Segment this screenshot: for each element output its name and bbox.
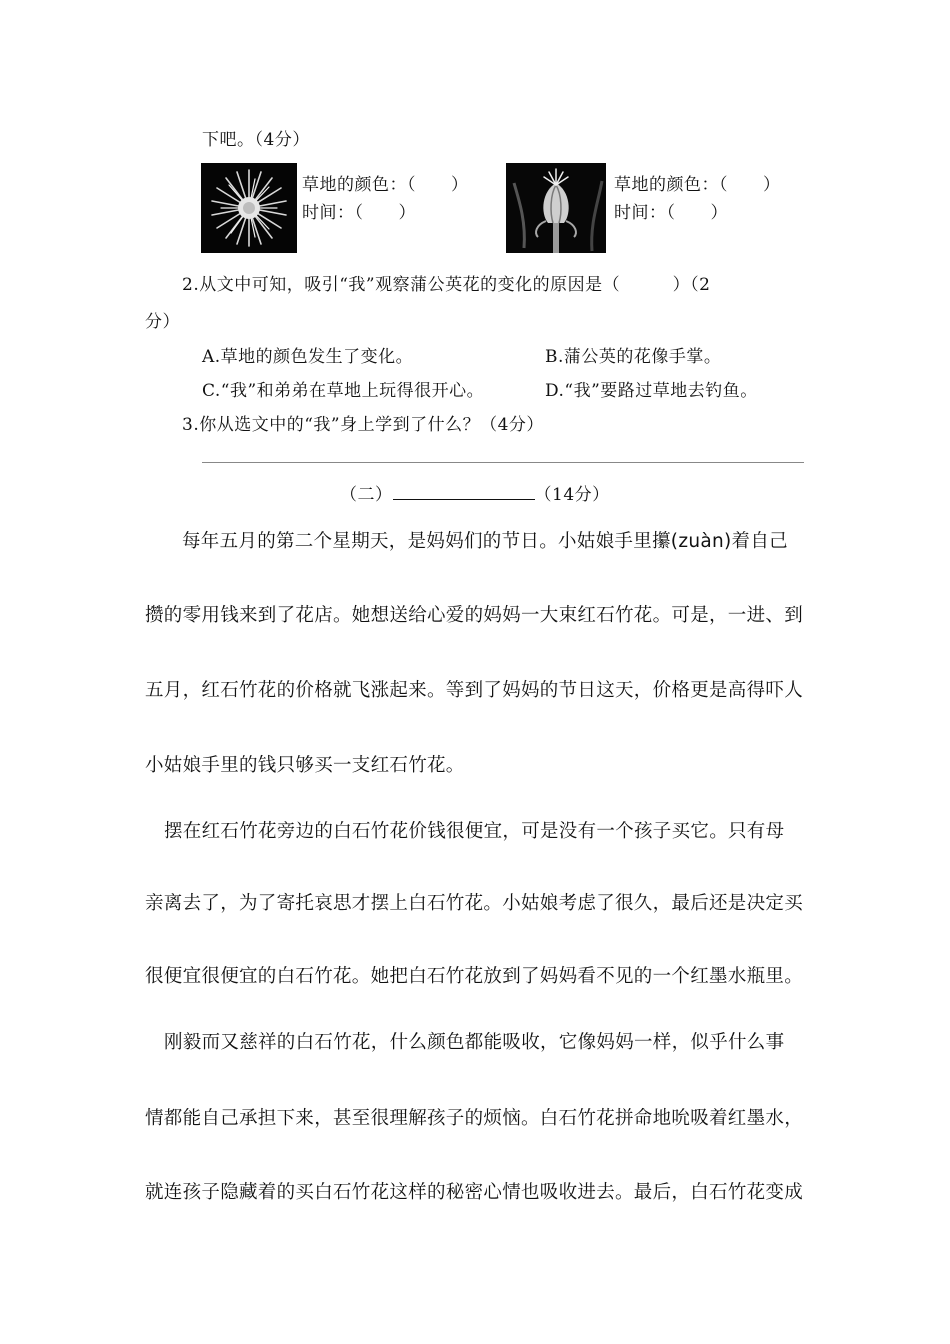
- right-grass-color-label: 草地的颜色：（ ）: [614, 175, 781, 195]
- dandelion-bloom-photo: [201, 163, 297, 253]
- section2-suffix: （14分）: [534, 485, 610, 505]
- passage-line-10: 就连孩子隐藏着的买白石竹花这样的秘密心情也吸收进去。最后，白石竹花变成: [145, 1182, 804, 1203]
- section2-prefix: （二）: [340, 485, 393, 505]
- passage-line-6: 亲离去了，为了寄托哀思才摆上白石竹花。小姑娘考虑了很久，最后还是决定买: [145, 893, 804, 914]
- section2-heading: [340, 480, 610, 505]
- passage-line-5: 摆在红石竹花旁边的白石竹花价钱很便宜，可是没有一个孩子买它。只有母: [164, 821, 785, 842]
- passage-line-4: 小姑娘手里的钱只够买一支红石竹花。: [145, 755, 465, 776]
- q1-tail: 下吧。（4分）: [202, 130, 310, 150]
- answer-line: [202, 462, 804, 463]
- q2-option-d: D.“我”要路过草地去钓鱼。: [545, 381, 758, 401]
- passage-line-3: 五月，红石竹花的价格就飞涨起来。等到了妈妈的节日这天，价格更是高得吓人: [145, 680, 804, 701]
- passage-line-9: 情都能自己承担下来，甚至很理解孩子的烦恼。白石竹花拼命地吮吸着红墨水，: [145, 1108, 804, 1129]
- dandelion-closed-photo: [506, 163, 606, 253]
- q2-line2: 分）: [145, 312, 180, 332]
- q3-text: 3.你从选文中的“我”身上学到了什么？（4分）: [182, 415, 544, 435]
- passage-line-1: 每年五月的第二个星期天，是妈妈们的节日。小姑娘手里攥(zuàn)着自己: [182, 531, 788, 552]
- q2-option-c: C.“我”和弟弟在草地上玩得很开心。: [202, 381, 485, 401]
- q2-option-b: B.蒲公英的花像手掌。: [545, 347, 722, 367]
- right-time-label: 时间：（ ）: [614, 203, 728, 223]
- passage-line-2: 攒的零用钱来到了花店。她想送给心爱的妈妈一大束红石竹花。可是，一进、到: [145, 605, 804, 626]
- passage-line-7: 很便宜很便宜的白石竹花。她把白石竹花放到了妈妈看不见的一个红墨水瓶里。: [145, 966, 804, 987]
- passage-line-8: 刚毅而又慈祥的白石竹花，什么颜色都能吸收，它像妈妈一样，似乎什么事: [164, 1032, 785, 1053]
- section2-title-blank: [393, 485, 535, 500]
- dandelion-bloom-image: [201, 163, 297, 253]
- q2-option-a: A.草地的颜色发生了变化。: [202, 347, 414, 367]
- dandelion-closed-image: [506, 163, 606, 253]
- q2-line1: 2.从文中可知，吸引“我”观察蒲公英花的变化的原因是（ ）（2: [182, 275, 711, 295]
- left-time-label: 时间：（ ）: [302, 203, 416, 223]
- left-grass-color-label: 草地的颜色：（ ）: [302, 175, 469, 195]
